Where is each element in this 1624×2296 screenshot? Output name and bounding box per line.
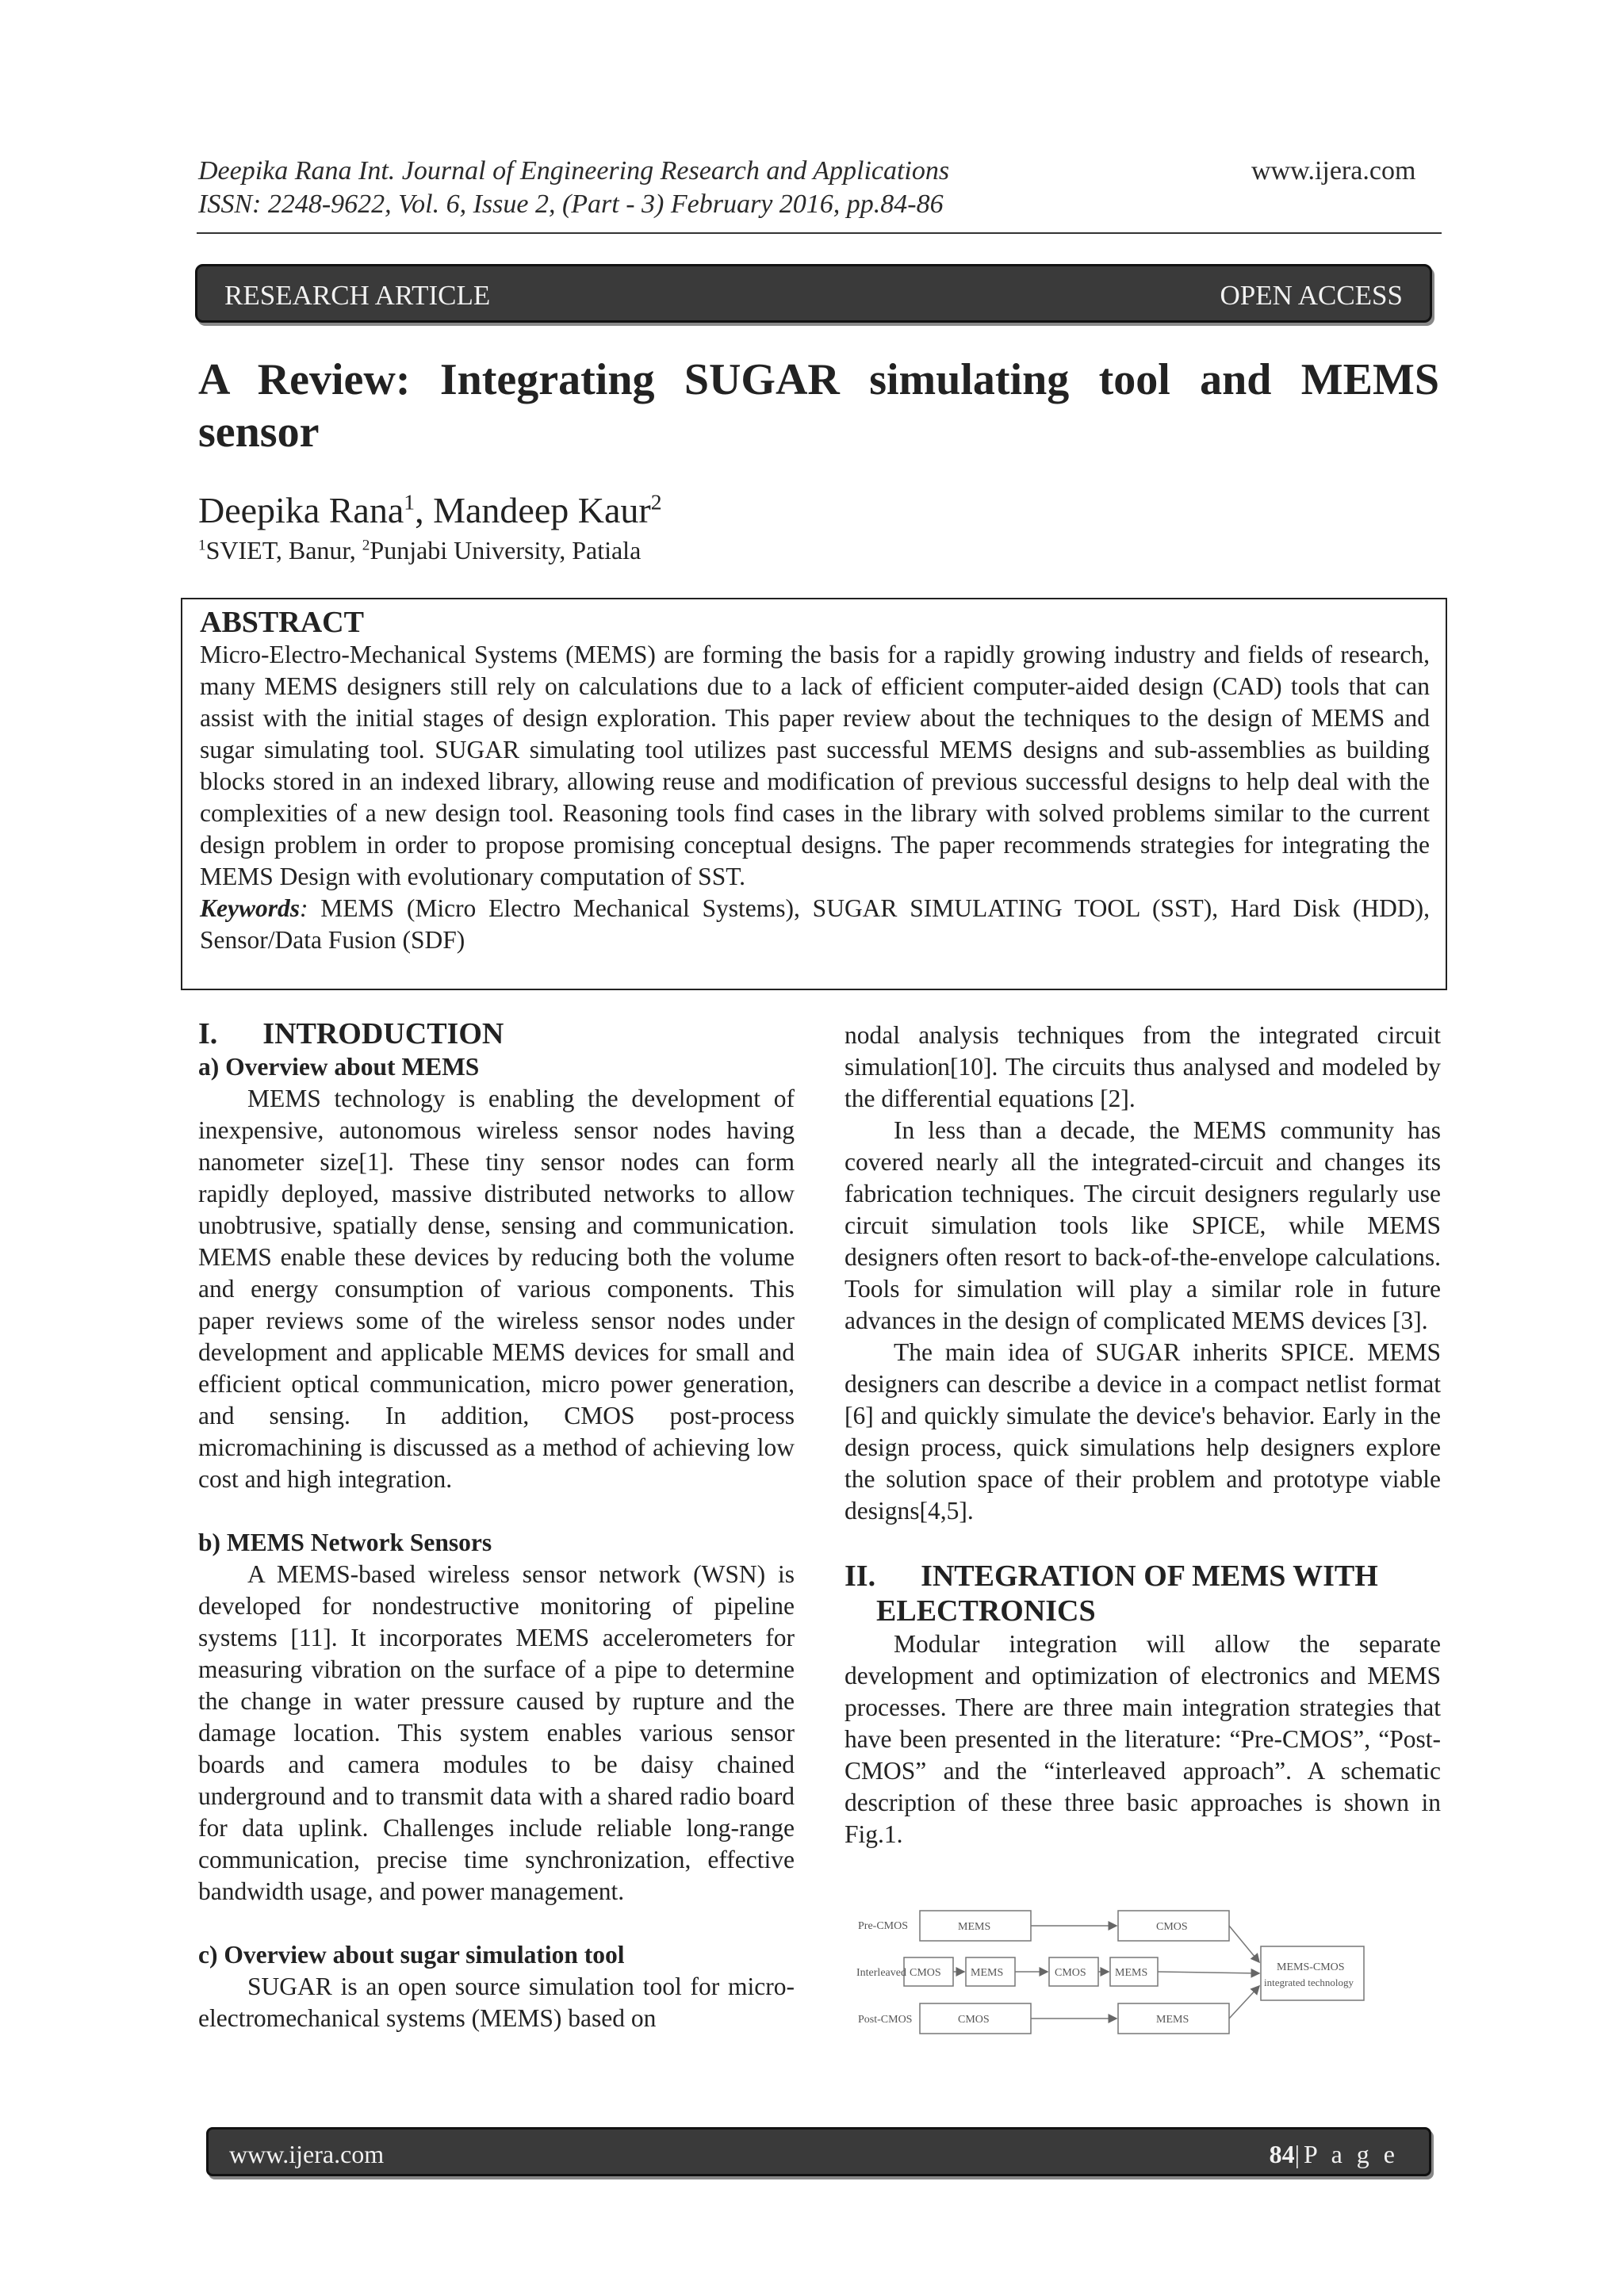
abstract-box: [181, 598, 1447, 990]
fig-box-mems-int-1: MEMS: [971, 1967, 1004, 1979]
fig-box-cmos-pre: CMOS: [1156, 1921, 1188, 1933]
section-2-title-line-1: II. INTEGRATION OF MEMS WITH: [845, 1559, 1378, 1593]
subsection-c-title: c) Overview about sugar simulation tool: [198, 1941, 625, 1969]
affil-2-sup: 2: [362, 537, 370, 554]
section-2-title-line-2: ELECTRONICS: [876, 1594, 1096, 1628]
author-2: Mandeep Kaur: [433, 490, 651, 530]
paragraph-3: The main idea of SUGAR inherits SPICE. MEMS designers can describe a device in a compact netlist format [6] and quickly simulate the device's behavior. Early in the design process, quick simulations help designers explore the solution space of their problem and prototype viable designs[4,5].: [845, 1338, 1441, 1525]
fig-result-line-1: MEMS-CMOS: [1277, 1961, 1345, 1973]
fig-label-pre-cmos: Pre-CMOS: [858, 1920, 909, 1932]
fig-label-post-cmos: Post-CMOS: [858, 2014, 913, 2026]
keywords-colon: :: [300, 894, 308, 922]
affil-2: Punjabi University, Patiala: [370, 536, 642, 564]
fig-box-mems-post: MEMS: [1156, 2014, 1189, 2026]
header-rule: [197, 232, 1442, 234]
author-separator: ,: [415, 490, 434, 530]
fig-box-mems-pre: MEMS: [958, 1921, 991, 1933]
paragraph-c: SUGAR is an open source simulation tool for micro-electromechanical systems (MEMS) based on: [198, 1973, 795, 2032]
affil-1: SVIET, Banur,: [205, 536, 362, 564]
left-column: [198, 1016, 795, 2034]
paragraph-b: A MEMS-based wireless sensor network (WSN) is developed for nondestructive monitoring of pipeline systems [11]. It incorporates MEMS accelerometers for measuring vibration on the surface of a pipe to determine the change in water pressure caused by rupture and the damage location. This system enables various sensor boards and camera modules to be daisy chained underground and to transmit data with a shared radio board for data uplink. Challenges include reliable long-range communication, precise time synchronization, effective bandwidth usage, and power management.: [198, 1560, 795, 1905]
page-number: 84: [1269, 2140, 1295, 2168]
author-1: Deepika Rana: [198, 490, 404, 530]
fig-box-mems-int-2: MEMS: [1115, 1967, 1148, 1979]
abstract-text: Micro-Electro-Mechanical Systems (MEMS) are forming the basis for a rapidly growing industry and fields of research, many MEMS designers still rely on calculations due to a lack of efficient computer-aided design (CAD) tools that can assist with the initial stages of design exploration. This paper review about the techniques to the design of MEMS and sugar simulating tool. SUGAR simulating tool utilizes past successful MEMS designs and sub-assemblies as building blocks stored in an indexed library, allowing reuse and modification of previous successful designs to help deal with the complexities of a new design tool. Reasoning tools find cases in the library with solved problems similar to the current design problem in order to propose promising conceptual designs. The paper recommends strategies for integrating the MEMS Design with evolutionary computation of SST.: [200, 641, 1430, 890]
research-article-label: RESEARCH ARTICLE: [224, 280, 491, 311]
fig-label-interleaved: Interleaved: [856, 1967, 906, 1979]
author-2-sup: 2: [650, 489, 662, 515]
author-list: [198, 488, 661, 533]
fig-result-line-2: integrated technology: [1264, 1976, 1354, 1988]
keywords-label: Keywords: [200, 894, 300, 922]
keywords-text: MEMS (Micro Electro Mechanical Systems), SUGAR SIMULATING TOOL (SST), Hard Disk (HDD), Sensor/Data Fusion (SDF): [200, 894, 1430, 954]
integration-schematic-figure: [856, 1907, 1396, 2045]
article-type-banner: [195, 264, 1432, 323]
footer-page-number: [1270, 2130, 1399, 2179]
fig-box-cmos-post: CMOS: [958, 2014, 990, 2026]
affil-1-sup: 1: [198, 537, 206, 554]
paragraph-continued: nodal analysis techniques from the integrated circuit simulation[10]. The circuits thus analysed and modeled by the differential equations [2].: [845, 1021, 1441, 1112]
abstract-heading: ABSTRACT: [200, 606, 364, 639]
page-label: |P a g e: [1294, 2140, 1399, 2168]
journal-line: Deepika Rana Int. Journal of Engineering Research and Applications: [198, 156, 950, 186]
subsection-b-title: b) MEMS Network Sensors: [198, 1529, 492, 1556]
footer-website[interactable]: www.ijera.com: [229, 2140, 385, 2168]
issn-line: ISSN: 2248-9622, Vol. 6, Issue 2, (Part - 3) February 2016, pp.84-86: [198, 189, 944, 219]
author-1-sup: 1: [404, 489, 416, 515]
page-footer: [206, 2127, 1431, 2176]
subsection-a-title: a) Overview about MEMS: [198, 1053, 480, 1081]
affiliations: [198, 534, 641, 566]
paragraph-a: MEMS technology is enabling the development of inexpensive, autonomous wireless sensor nodes having nanometer size[1]. These tiny sensor nodes can form rapidly deployed, massive distributed networks to allow unobtrusive, spatially dense, sensing and communication. MEMS enable these devices by reducing both the volume and energy consumption of various components. This paper reviews some of the wireless sensor nodes under development and applicable MEMS devices for small and efficient optical communication, micro power generation, and sensing. In addition, CMOS post-process micromachining is discussed as a method of achieving low cost and high integration.: [198, 1085, 795, 1493]
header-website[interactable]: www.ijera.com: [1251, 156, 1416, 186]
paragraph-2: In less than a decade, the MEMS community has covered nearly all the integrated-circuit and changes its fabrication techniques. The circuit designers regularly use circuit simulation tools like SPICE, while MEMS designers often resort to back-of-the-envelope calculations. Tools for simulation will play a similar role in future advances in the design of complicated MEMS devices [3].: [845, 1116, 1441, 1334]
section-1-title: I. INTRODUCTION: [198, 1017, 504, 1050]
open-access-label: OPEN ACCESS: [1220, 280, 1403, 311]
paper-title: A Review: Integrating SUGAR simulating tool and MEMS sensor: [198, 355, 1439, 457]
right-column: [845, 1020, 1441, 1850]
keywords: [200, 893, 1430, 956]
paragraph-4: Modular integration will allow the separate development and optimization of electronics and MEMS processes. There are three main integration strategies that have been presented in the literature: “Pre-CMOS”, “Post-CMOS” and the “interleaved approach”. A schematic description of these three basic approaches is shown in Fig.1.: [845, 1630, 1441, 1848]
fig-box-cmos-int-1: CMOS: [910, 1967, 941, 1979]
fig-box-cmos-int-2: CMOS: [1055, 1967, 1086, 1979]
